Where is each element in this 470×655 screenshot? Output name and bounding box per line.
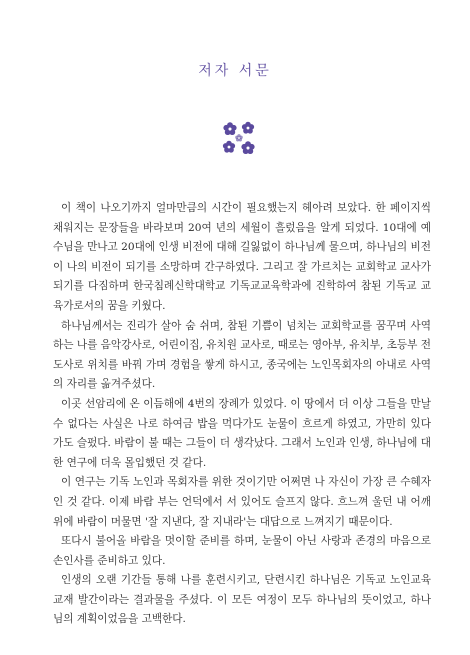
flower-center [238, 137, 240, 139]
petal [242, 124, 247, 129]
paragraph: 이 책이 나오기까지 얼마만큼의 시간이 필요했는지 헤아려 보았다. 한 페이지씩 채워지는 문장들을 바라보며 20여 년의 세월이 흘렀음을 알게 되었다. 10대에 예수님을 만나고 20대에 인생 비전에 대해 길잃없이 하나님께 물으며, 하나님의 비전이 나의 비전이 되기를 소망하며 간구하였다. 그리고 잘 가르치는 교회학교 교사가 되기를 다짐하며 한국침례신학대학교 기독교교육학과에 진학하여 참된 기독교 교육가로서의 꿈을 키웠다. [53, 202, 431, 312]
petal [223, 143, 228, 148]
petal [241, 144, 247, 150]
petal [223, 125, 229, 131]
paragraph: 이곳 선암리에 온 이듬해에 4번의 장례가 있었다. 이 땅에서 더 이상 그들을 만날 수 없다는 사실은 나로 하여금 밥을 먹다가도 눈물이 흐르게 하였고, 가만히 있다가도 슬펐다. 바람이 불 때는 그들이 더 생각났다. 그래서 노인과 인생, 하나님에 대한 연구에 더욱 몰입했던 것 같다. [53, 397, 431, 469]
paragraph: 이 연구는 기독 노인과 목회자를 위한 것이기만 어쩌면 나 자신이 가장 큰 수혜자인 것 같다. 이제 바람 부는 언덕에서 서 있어도 슬프지 않다. 흐느껴 울던 내 어깨 위에 바람이 머물면 '잘 지낸다, 잘 지내라'는 대답으로 느껴지기 때문이다. [53, 476, 431, 528]
paragraph: 하나님께서는 진리가 살아 숨 쉬며, 참된 기쁨이 넘치는 교회학교를 꿈꾸며 사역하는 나를 음악강사로, 어린이집, 유치원 교사로, 때로는 영아부, 유치부, 초등부 전도사로 위치를 바꿔 가며 경험을 쌓게 하시고, 종국에는 노인목회자의 아내로 사역의 자리를 옮겨주셨다. [53, 319, 431, 391]
page-title: 저자 서문 [198, 63, 272, 79]
flower-ornament-icon [216, 117, 262, 161]
paragraph: 또다시 불어올 바람을 멋이할 준비를 하며, 눈물이 아닌 사랑과 존경의 마음으로 손인사를 준비하고 있다. [53, 535, 431, 567]
petal [235, 136, 238, 139]
flower-center [228, 146, 231, 149]
flower-center [247, 127, 250, 130]
preface-body [53, 199, 431, 630]
paragraph: 인생의 오랜 기간들 통해 나를 훈련시키고, 단련시킨 하나님은 기독교 노인교육 교재 발간이라는 결과물을 주셨다. 이 모든 여정이 모두 하나님의 뜻이었고, 하나님의 계획이었음을 고백한다. [53, 574, 431, 626]
flower-center [228, 127, 231, 130]
flower-center [246, 146, 249, 149]
